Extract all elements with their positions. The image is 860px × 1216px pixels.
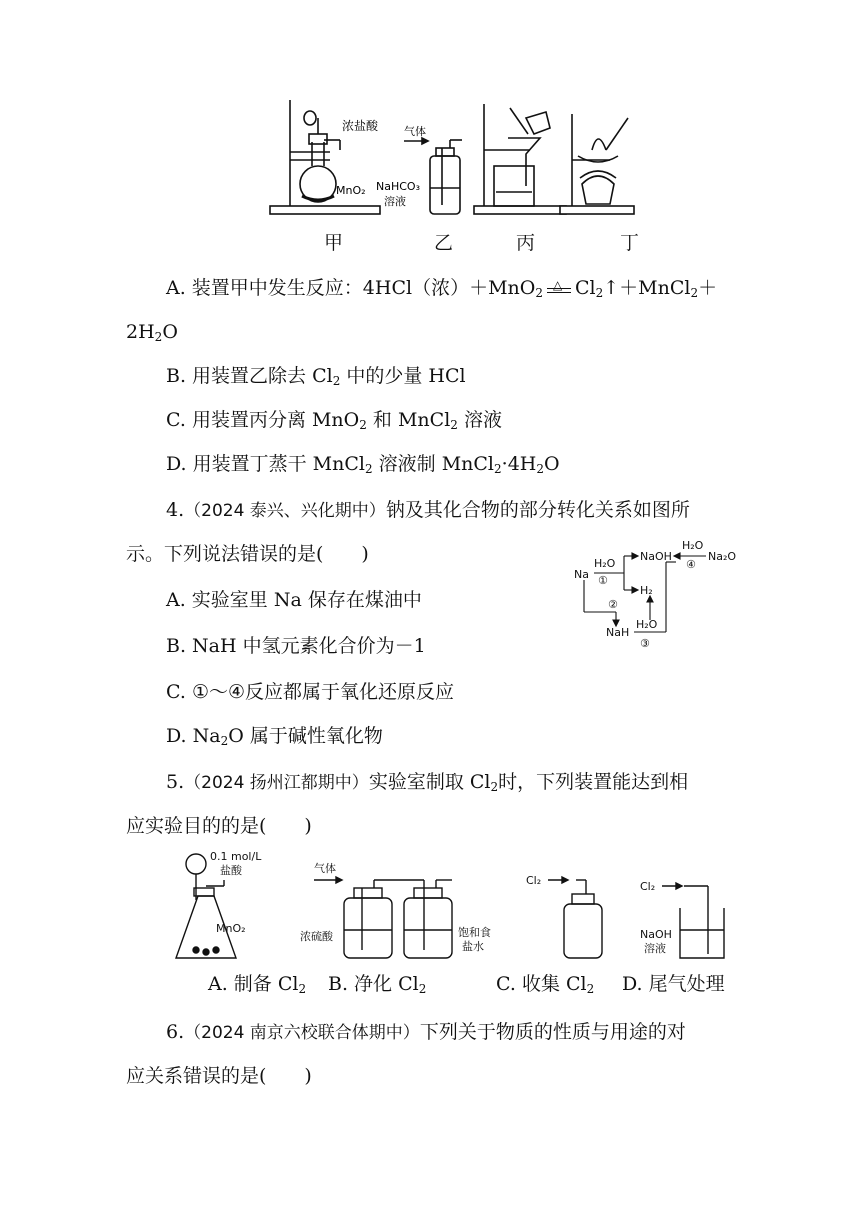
diagram-h2o-3: H₂O [636,618,658,631]
caption-bing: 丙 [516,232,536,254]
caption-ding: 丁 [620,232,640,254]
caption-jia: 甲 [324,232,344,254]
q3-option-d: D. 用装置丁蒸干 MnCl$_2$ 溶液制 $MnCl_2\cdot 4H_2O$ [166,453,560,476]
label-gas: 气体 [404,125,426,138]
q4-option-b: B. NaH 中氢元素化合价为－1 [166,635,426,657]
q5-caption-a: A. 制备 $Cl_2$ [208,973,307,996]
label-conc-hcl: 浓盐酸 [342,119,379,133]
label-solution: 溶液 [384,195,406,208]
heat-equals-sign: △ [543,279,575,299]
q4-stem-line2: 示。下列说法错误的是( ) [126,543,369,565]
q5-label-h2so4: 浓硫酸 [300,930,333,943]
q5-label-cl2-c: Cl₂ [526,874,542,887]
q4-stem-line1: 4.（2024 泰兴、兴化期中）钠及其化合物的部分转化关系如图所 [166,499,690,521]
q5-caption-d: D. 尾气处理 [622,973,725,995]
diagram-h2o-1: H₂O [594,557,616,570]
caption-yi: 乙 [434,232,454,254]
q3-option-a-cont: $2H_2O$ [126,321,178,344]
diagram-h2o-4: H₂O [682,539,704,552]
q5-label-hcl: 盐酸 [220,864,242,877]
q3-option-a: A. 装置甲中发生反应：4HCl（浓）＋MnO$_2$ △ $Cl_2↑+MnCl_2+$ [166,277,718,300]
q5-label-cl2-d: Cl₂ [640,880,656,893]
q5-label-mno2: MnO₂ [216,922,246,935]
label-nahco3: NaHCO₃ [376,180,420,193]
diagram-circle-4: ④ [686,558,696,571]
diagram-nah: NaH [606,626,630,639]
label-mno2: MnO₂ [336,184,366,197]
q5-stem-line1: 5.（2024 扬州江都期中）实验室制取 $Cl_2$时，下列装置能达到相 [166,771,689,794]
q4-option-c: C. ①～④反应都属于氧化还原反应 [166,681,455,703]
q3-option-b: B. 用装置乙除去 $Cl_2$ 中的少量 HCl [166,365,466,388]
diagram-circle-3: ③ [640,637,650,650]
q4-option-a: A. 实验室里 Na 保存在煤油中 [166,589,422,611]
q5-label-naoh: NaOH [640,928,672,941]
q5-caption-c: C. 收集 $Cl_2$ [496,973,595,996]
diagram-na: Na [574,568,589,581]
diagram-h2: H₂ [640,584,653,597]
q5-caption-b: B. 净化 $Cl_2$ [328,973,427,996]
q5-label-brine-2: 盐水 [462,940,484,953]
q6-stem-line1: 6.（2024 南京六校联合体期中）下列关于物质的性质与用途的对 [166,1021,686,1043]
q5-label-conc: 0.1 mol/L [210,850,262,863]
q5-stem-line2: 应实验目的的是( ) [126,815,312,837]
q5-label-gas: 气体 [314,862,336,875]
diagram-circle-2: ② [608,598,618,611]
q3-option-c: C. 用装置丙分离 MnO$_2$ 和 MnCl$_2$ 溶液 [166,409,502,432]
q6-stem-line2: 应关系错误的是( ) [126,1065,312,1087]
q5-label-sol: 溶液 [644,942,666,955]
q5-label-brine-1: 饱和食 [458,926,491,939]
diagram-na2o: Na₂O [708,550,737,563]
diagram-naoh: NaOH [640,550,672,563]
q4-option-d: D. $Na_2O$ 属于碱性氧化物 [166,725,383,748]
diagram-circle-1: ① [598,574,608,587]
